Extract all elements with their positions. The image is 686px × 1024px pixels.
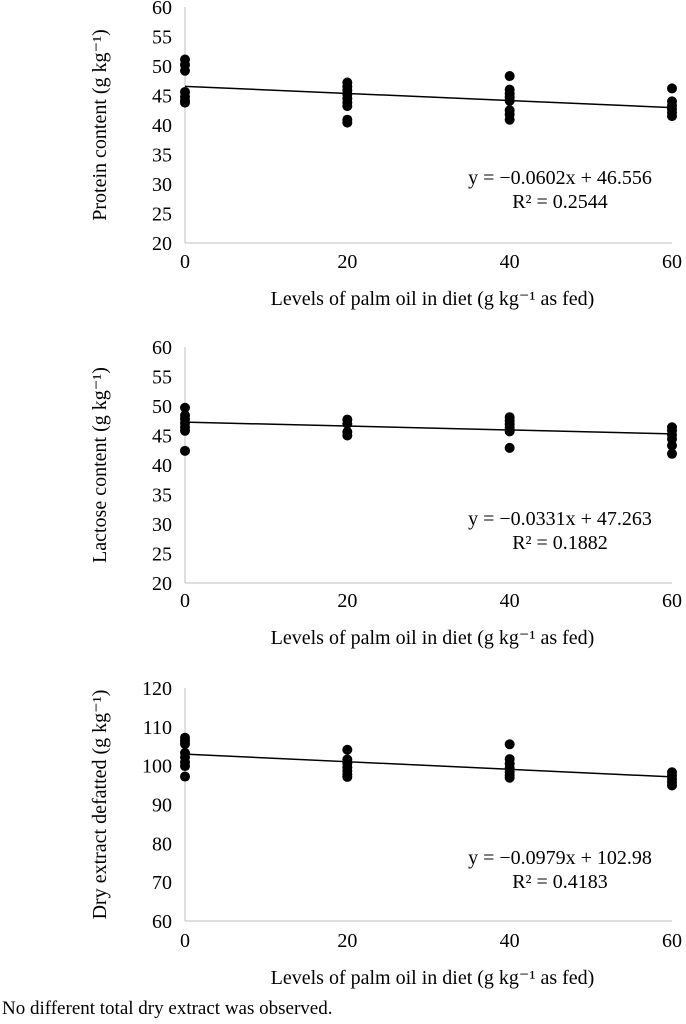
data-point bbox=[180, 772, 190, 782]
y-tick-label: 55 bbox=[152, 366, 172, 389]
x-tick-label: 20 bbox=[337, 590, 358, 612]
x-tick-label: 20 bbox=[337, 930, 358, 952]
y-tick-label: 30 bbox=[152, 174, 172, 196]
y-tick-label: 90 bbox=[152, 794, 172, 817]
y-tick-label: 50 bbox=[152, 56, 172, 78]
r-squared-label: R² = 0.4183 bbox=[512, 871, 608, 893]
x-axis-label: Levels of palm oil in diet (g kg⁻¹ as fed) bbox=[270, 627, 595, 649]
y-tick-label: 50 bbox=[152, 396, 172, 418]
y-tick-label: 80 bbox=[152, 833, 172, 856]
chart-panel-3 bbox=[89, 678, 682, 989]
data-point bbox=[180, 761, 190, 771]
regression-equation: y = −0.0331x + 47.263 bbox=[468, 508, 652, 530]
chart-panel-2 bbox=[89, 337, 682, 649]
y-tick-label: 70 bbox=[152, 872, 172, 895]
trendline bbox=[185, 86, 672, 107]
y-tick-label: 100 bbox=[142, 755, 172, 778]
data-point bbox=[505, 71, 515, 81]
data-point bbox=[505, 739, 515, 749]
x-axis-label: Levels of palm oil in diet (g kg⁻¹ as fed) bbox=[270, 288, 595, 310]
y-tick-label: 55 bbox=[152, 26, 172, 49]
x-tick-label: 40 bbox=[499, 590, 520, 612]
data-point bbox=[505, 773, 515, 783]
y-tick-label: 25 bbox=[152, 543, 172, 566]
data-point bbox=[342, 431, 352, 441]
x-tick-label: 40 bbox=[499, 930, 520, 952]
data-point bbox=[505, 96, 515, 106]
y-tick-label: 20 bbox=[152, 573, 172, 595]
y-axis-label: Protein content (g kg⁻¹) bbox=[89, 29, 111, 221]
y-tick-label: 35 bbox=[152, 484, 172, 507]
y-tick-label: 40 bbox=[152, 115, 172, 137]
y-tick-label: 40 bbox=[152, 455, 172, 477]
x-axis-label: Levels of palm oil in diet (g kg⁻¹ as fed) bbox=[270, 967, 595, 989]
data-point bbox=[667, 111, 677, 121]
x-tick-label: 40 bbox=[499, 251, 520, 273]
y-tick-label: 35 bbox=[152, 144, 172, 167]
data-point bbox=[180, 98, 190, 108]
trendline bbox=[185, 422, 672, 434]
data-point bbox=[667, 449, 677, 459]
x-tick-label: 60 bbox=[662, 251, 682, 273]
data-point bbox=[180, 739, 190, 749]
y-tick-label: 45 bbox=[152, 425, 172, 448]
chart-panel-1 bbox=[89, 0, 682, 310]
data-point bbox=[342, 101, 352, 111]
data-point bbox=[180, 426, 190, 436]
y-tick-label: 60 bbox=[152, 911, 172, 933]
y-tick-label: 60 bbox=[152, 0, 172, 19]
x-tick-label: 0 bbox=[180, 251, 190, 273]
data-point bbox=[505, 426, 515, 436]
y-tick-label: 60 bbox=[152, 337, 172, 359]
data-point bbox=[505, 443, 515, 453]
regression-equation: y = −0.0979x + 102.98 bbox=[468, 847, 652, 869]
footnote: No different total dry extract was observed. bbox=[2, 998, 333, 1019]
data-point bbox=[667, 83, 677, 93]
y-tick-label: 20 bbox=[152, 233, 172, 255]
regression-equation: y = −0.0602x + 46.556 bbox=[468, 167, 652, 189]
y-tick-label: 110 bbox=[142, 716, 172, 739]
r-squared-label: R² = 0.1882 bbox=[512, 532, 608, 554]
y-tick-label: 45 bbox=[152, 85, 172, 108]
y-tick-label: 30 bbox=[152, 514, 172, 536]
x-tick-label: 0 bbox=[180, 930, 190, 952]
r-squared-label: R² = 0.2544 bbox=[512, 191, 608, 213]
y-axis-label: Lactose content (g kg⁻¹) bbox=[89, 367, 111, 563]
y-tick-label: 25 bbox=[152, 203, 172, 226]
data-point bbox=[180, 446, 190, 456]
data-point bbox=[505, 115, 515, 125]
x-tick-label: 60 bbox=[662, 590, 682, 612]
x-tick-label: 20 bbox=[337, 251, 358, 273]
data-point bbox=[342, 745, 352, 755]
x-tick-label: 60 bbox=[662, 930, 682, 952]
data-point bbox=[342, 772, 352, 782]
y-axis-label: Dry extract defatted (g kg⁻¹) bbox=[89, 689, 111, 920]
data-point bbox=[180, 66, 190, 76]
x-tick-label: 0 bbox=[180, 590, 190, 612]
data-point bbox=[342, 118, 352, 128]
data-point bbox=[667, 780, 677, 790]
y-tick-label: 120 bbox=[142, 678, 172, 700]
trendline bbox=[185, 754, 672, 777]
